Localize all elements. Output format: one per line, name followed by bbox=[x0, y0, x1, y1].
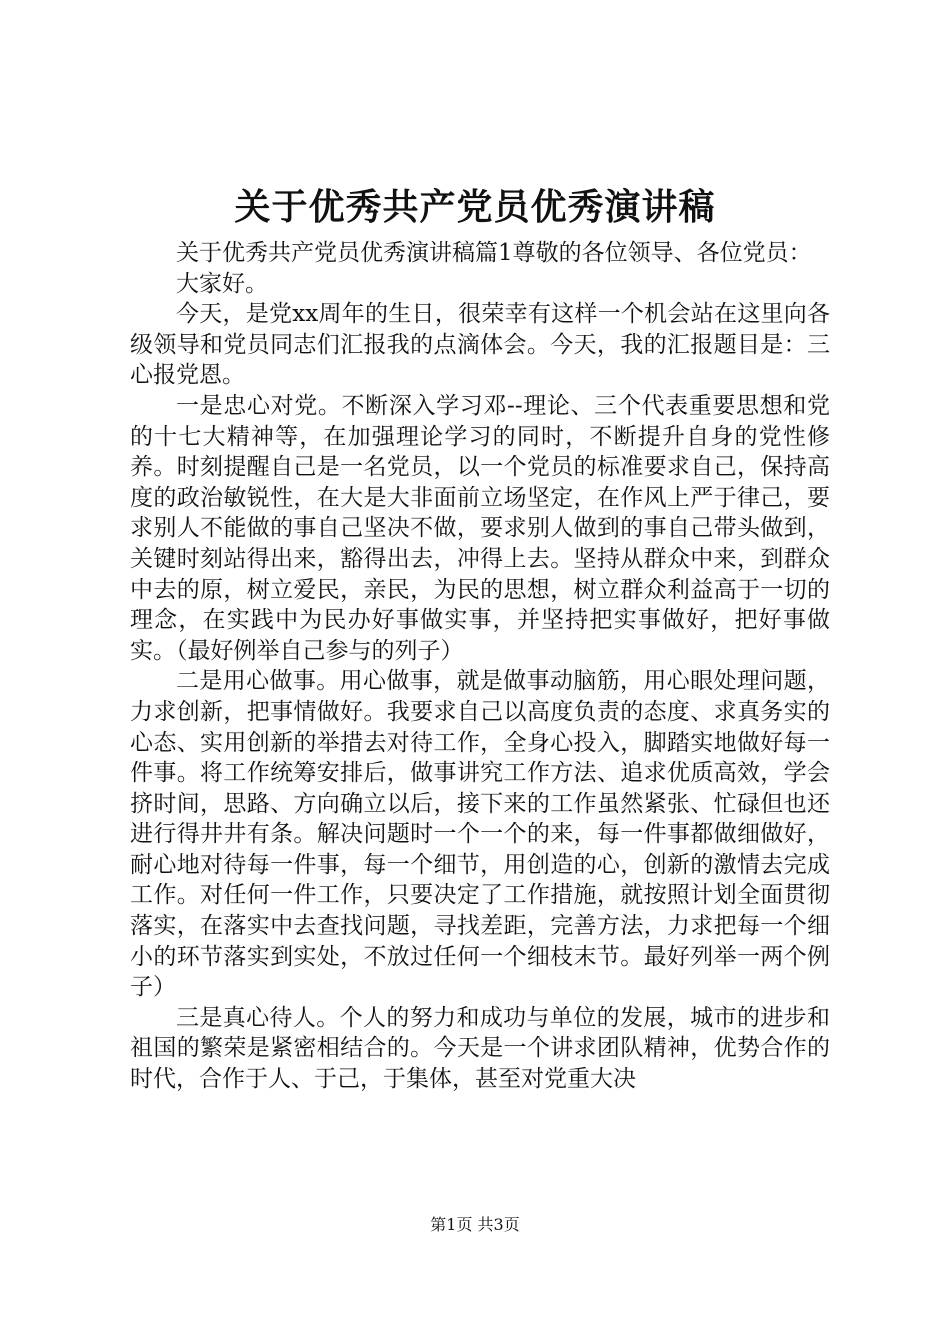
paragraph-loyalty: 一是忠心对党。不断深入学习邓--理论、三个代表重要思想和党的十七大精神等，在加强理论学习的同时，不断提升自身的党性修养。时刻提醒自己是一名党员，以一个党员的标准要求自己，保持高度的政治敏锐性，在大是大非面前立场坚定，在作风上严于律己，要求别人不能做的事自己坚决不做，要求别人做到的事自己带头做到，关键时刻站得出来，豁得出去，冲得上去。坚持从群众中来，到群众中去的原，树立爱民，亲民，为民的思想，树立群众利益高于一切的理念，在实践中为民办好事做实事，并坚持把实事做好，把好事做实。（最好例举自己参与的列子） bbox=[130, 392, 830, 664]
page-footer: 第1页 共3页 bbox=[430, 1215, 520, 1234]
paragraph-sincerity: 三是真心待人。个人的努力和成功与单位的发展，城市的进步和祖国的繁荣是紧密相结合的。今天是一个讲求团队精神，优势合作的时代，合作于人、于己，于集体，甚至对党重大决 bbox=[130, 1004, 830, 1093]
document-title: 关于优秀共产党员优秀演讲稿 bbox=[234, 186, 716, 228]
paragraph-intro: 今天，是党xx周年的生日，很荣幸有这样一个机会站在这里向各级领导和党员同志们汇报我的点滴体会。今天，我的汇报题目是：三心报党恩。 bbox=[130, 301, 830, 389]
paragraph-diligence: 二是用心做事。用心做事，就是做事动脑筋，用心眼处理问题，力求创新，把事情做好。我要求自己以高度负责的态度、求真务实的心态、实用创新的举措去对待工作，全身心投入，脚踏实地做好每一件事。将工作统筹安排后，做事讲究工作方法、追求优质高效，学会挤时间，思路、方向确立以后，接下来的工作虽然紧张、忙碌但也还进行得井井有条。解决问题时一个一个的来，每一件事都做细做好，耐心地对待每一件事，每一个细节，用创造的心，创新的激情去完成工作。对任何一件工作，只要决定了工作措施，就按照计划全面贯彻落实，在落实中去查找问题，寻找差距，完善方法，力求把每一个细小的环节落实到实处，不放过任何一个细枝末节。最好列举一两个例子） bbox=[130, 668, 830, 1001]
paragraph-hello: 大家好。 bbox=[176, 270, 268, 297]
document-body bbox=[130, 238, 830, 1095]
paragraph-greeting: 关于优秀共产党员优秀演讲稿篇1尊敬的各位领导、各位党员： bbox=[176, 240, 812, 266]
